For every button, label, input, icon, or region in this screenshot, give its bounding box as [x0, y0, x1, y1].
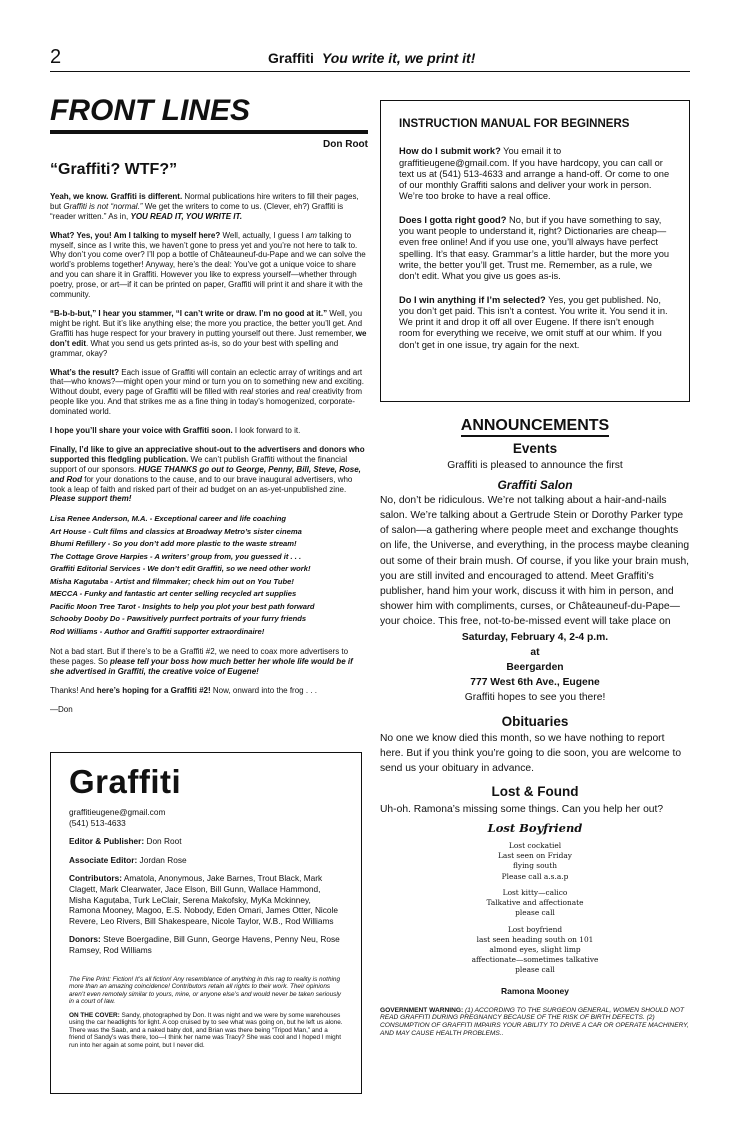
paragraph-6: Finally, I’d like to give an appreciative shout-out to the advertisers and donors who supported this fledgling publication. We can’t publish Graffiti without the financial support of our sponsors. HUGE THANKS go out to George, Penny, Bill, Steve, Rose, and Rod for your donations to the cause, and to our brave inaugural advertisers, who took a leap of faith and risked part of their ad budget on an as-yet-unpublished zine. Please support them!	[50, 444, 365, 504]
contact-email: graffitieugene@gmail.com	[69, 807, 166, 817]
supporter-item: Pacific Moon Tree Tarot - Insights to help you plot your best path forward	[50, 601, 315, 611]
events-intro: Graffiti is pleased to announce the first	[447, 460, 623, 472]
salon-body: No, don’t be ridiculous. We’re not talking about a hair-and-nails salon. We’re talking about a Gertrude Stein or Dorothy Parker type of salon—a gathering where people meet and exchange thoughts on life, the Universe, and everything, in the process maybe cleaning out some of their brain mush. Of course, if you like your brain mush, you are still invited and encouraged to attend. Meet Graffiti’s publisher, hand him your work, discuss it with him in person, and shower him with compliments, curses, or Châteauneuf-du-Pape—your choice. This free, not-to-be-missed event will take place on	[380, 494, 690, 628]
event-venue: Beergarden	[506, 662, 564, 674]
government-warning: GOVERNMENT WARNING: (1) ACCORDING TO THE SURGEON GENERAL, WOMEN SHOULD NOT READ GRAFFITI DURING PREGNANCY BECAUSE OF THE RISK OF BIRTH DEFECTS. (2) CONSUMPTION OF GRAFFITI IMPAIRS YOUR ABILITY TO DRIVE A CAR OR OPERATE MACHINERY, AND MAY CAUSE HEALTH PROBLEMS..	[380, 1006, 689, 1037]
event-at: at	[530, 646, 540, 658]
lost-notice-title: Lost Boyfriend	[487, 820, 583, 835]
supporter-item: MECCA - Funky and fantastic art center selling recycled art supplies	[50, 589, 297, 599]
masthead	[268, 50, 475, 66]
supporter-item: Graffiti Editorial Services - We don’t edit Graffiti, so we need other work!	[50, 564, 311, 574]
paragraph-2: What? Yes, you! Am I talking to myself here? Well, actually, I guess I am talking to myself, since as I write this, we haven’t gone to press yet and you’re not here to talk to. Why don’t you come over? I’ll pop a bottle of Châteauneuf-du-Pape and we can solve the world’s problems together! Anyway, here’s the deal: You’ve got a unique voice to share and you can share it in Graffiti. However you like to express yourself—whether through poetry, prose, or art—if it can be printed on paper, Graffiti will print it and share it with the community.	[50, 230, 366, 300]
paragraph-4: What’s the result? Each issue of Graffiti will contain an eclectic array of writings and art that—who knows?—might open your mind or turn you on to something new and exciting. Without doubt, every page of Graffiti will be filled with real stories and real creativity from people like you. And that strikes me as a fine thing in today’s homogenized, corporate-dominated world.	[50, 367, 364, 417]
paragraph-5: I hope you’ll share your voice with Graffiti soon. I look forward to it.	[50, 426, 301, 436]
assoc-editor-line: Associate Editor: Jordan Rose	[69, 854, 187, 865]
manual-title: INSTRUCTION MANUAL FOR BEGINNERS	[399, 118, 630, 130]
faq-item: Does I gotta right good? No, but if you have something to say, you want people to understand it, right? Dictionaries are cheap—even free online! And if you use one, you’ll always have perfect spelling. It’s that easy. Grammar’s a little harder, but the more you write, the better you’ll get. Trust me. Remember, as a rule, we don’t edit. What you give us goes as-is.	[399, 214, 670, 282]
salon-title: Graffiti Salon	[497, 477, 573, 492]
supporter-list	[50, 513, 368, 638]
contributors-line: Contributors: Amatola, Anonymous, Jake Barnes, Trout Black, Mark Clagett, Mark Clearwater, Jace Elson, Bill Gunn, Wallace Hammond, Misha Kaguṭaba, Turk LeClair, Serena Makofsky, MyKa Mckinney, Ramona Mooney, Magoo, E.S. Nobody, Eden Omari, James Otter, Nicole Revere, Leo Rivers, Bill Shakespeare, Nicole Taylor, W.B., Rod Williams	[69, 873, 338, 926]
supporter-item: Bhumi Refillery - So you don’t add more plastic to the waste stream!	[50, 539, 297, 549]
supporter-item: Art House - Cult films and classics at Broadway Metro’s sister cinema	[50, 526, 302, 536]
editor-line: Editor & Publisher: Don Root	[69, 836, 182, 847]
event-closing: Graffiti hopes to see you there!	[464, 692, 606, 704]
supporter-item: Rod Williams - Author and Graffiti supporter extraordinaire!	[50, 626, 265, 636]
supporter-item: The Cottage Grove Harpies - A writers’ group from, you guessed it . . .	[50, 551, 302, 561]
supporter-item: Schooby Dooby Do - Pawsitively purrfect portraits of your furry friends	[50, 614, 307, 624]
paragraph-1: Yeah, we know. Graffiti is different. Normal publications hire writers to fill their pages, but Graffiti is not “normal.” We get the writers to come to us. (Clever, eh?) Graffiti is “reader written.” As in, YOU READ IT, YOU WRITE IT.	[50, 191, 359, 221]
lost-item: Lost boyfriend last seen heading south on 101 almond eyes, slight limp affectionate—sometimes talkative please call	[471, 924, 599, 975]
contact-info	[69, 807, 343, 828]
lost-owner-name: Ramona Mooney	[500, 985, 569, 996]
article-headline: “Graffiti? WTF?”	[50, 160, 178, 178]
contact-phone: (541) 513-4633	[69, 817, 126, 828]
lost-notice	[380, 820, 690, 976]
lost-item: Lost cockatiel Last seen on Friday flying south Please call a.s.a.p	[498, 841, 572, 881]
event-address: 777 West 6th Ave., Eugene	[470, 677, 600, 689]
signoff: —Don	[50, 705, 73, 714]
lost-item: Lost kitty—calico Talkative and affectionate please call	[486, 887, 584, 918]
paragraph-3: “B-b-b-but,” I hear you stammer, “I can’t write or draw. I’m no good at it.” Well, you might be right. But it’s like anything else; the more you practice, the better you’ll get. And Graffiti has huge respect for your bravery in putting yourself out there. Just remember, we don’t edit. What you send us gets printed as-is, so do your best with spelling and grammar, okay?	[50, 308, 367, 358]
lost-found-intro: Uh-oh. Ramona’s missing some things. Can you help her out?	[380, 803, 664, 815]
supporter-item: Misha Kagutaba - Artist and filmmaker; check him out on You Tube!	[50, 576, 294, 586]
page-number: 2	[50, 46, 62, 68]
cover-note: ON THE COVER: Sandy, photographed by Don. It was night and we were by some warehouses using the car headlights for light. A cop cruised by to see what was going on, but he left us alone. There was the Saab, and a naked baby doll, and Brian was there being “Tripod Man,” and a friend of Sandy’s was there, too—I think her name was Tracy? She was cool and I hoped I might run into her again at some point, but I never did.	[69, 1011, 343, 1049]
event-date: Saturday, February 4, 2-4 p.m.	[461, 631, 609, 643]
obituaries-heading: Obituaries	[501, 713, 569, 729]
faq-item: How do I submit work? You email it to graffitieugene@gmail.com. If you have hardcopy, you can call or text us at (541) 513-4633 and arrange a hand-off. Or come to one of our monthly Graffiti salons and deliver your work in person. We’re too broke to have a real office.	[399, 146, 670, 202]
credits-box	[50, 752, 362, 1094]
front-lines-column	[50, 94, 368, 724]
paragraph-8: Thanks! And here’s hoping for a Graffiti #2! Now, onward into the frog . . .	[50, 686, 317, 696]
section-title: FRONT LINES	[50, 94, 368, 134]
byline: Don Root	[323, 139, 368, 150]
page-header	[50, 42, 690, 72]
events-heading: Events	[512, 441, 558, 457]
supporter-item: Lisa Renee Anderson, M.A. - Exceptional career and life coaching	[50, 514, 287, 524]
lost-found-heading: Lost & Found	[491, 784, 579, 800]
fine-print: The Fine Print: Fiction! It’s all fiction! Any resemblance of anything in this rag to reality is nothing more than an amazing coincidence! Contributors retain all rights to their work. Their opinions aren’t even remotely similar to yours, mine, or anyone else’s and would never be taken seriously in a court of law.	[69, 975, 341, 1006]
donors-line: Donors: Steve Boergadine, Bill Gunn, George Havens, Penny Neu, Rose Ramsey, Rod Williams	[69, 934, 340, 955]
paragraph-7: Not a bad start. But if there’s to be a Graffiti #2, we need to coax more advertisers to these pages. So please tell your boss how much better her whole life would be if she advertised in Graffiti, the creative voice of Eugene!	[50, 647, 353, 677]
graffiti-logo: Graffiti	[69, 763, 182, 800]
faq-item: Do I win anything if I’m selected? Yes, you get published. No, you don’t get paid. This isn’t a contest. You write it. You send it in. We print it and drop it off all over Eugene. If there isn’t enough room for everything we receive, we omit stuff at our whim. If you don’t get in one issue, try again for the next.	[399, 294, 668, 350]
masthead-title: Graffiti	[268, 50, 314, 66]
announcements-column	[380, 418, 690, 1037]
obituaries-body: No one we know died this month, so we have nothing to report here. But if you think you’re going to die soon, you are welcome to send us your obituary in advance.	[380, 732, 682, 775]
announcements-title: ANNOUNCEMENTS	[380, 418, 690, 433]
masthead-tagline: You write it, we print it!	[321, 50, 476, 66]
instruction-manual-box	[380, 100, 690, 402]
